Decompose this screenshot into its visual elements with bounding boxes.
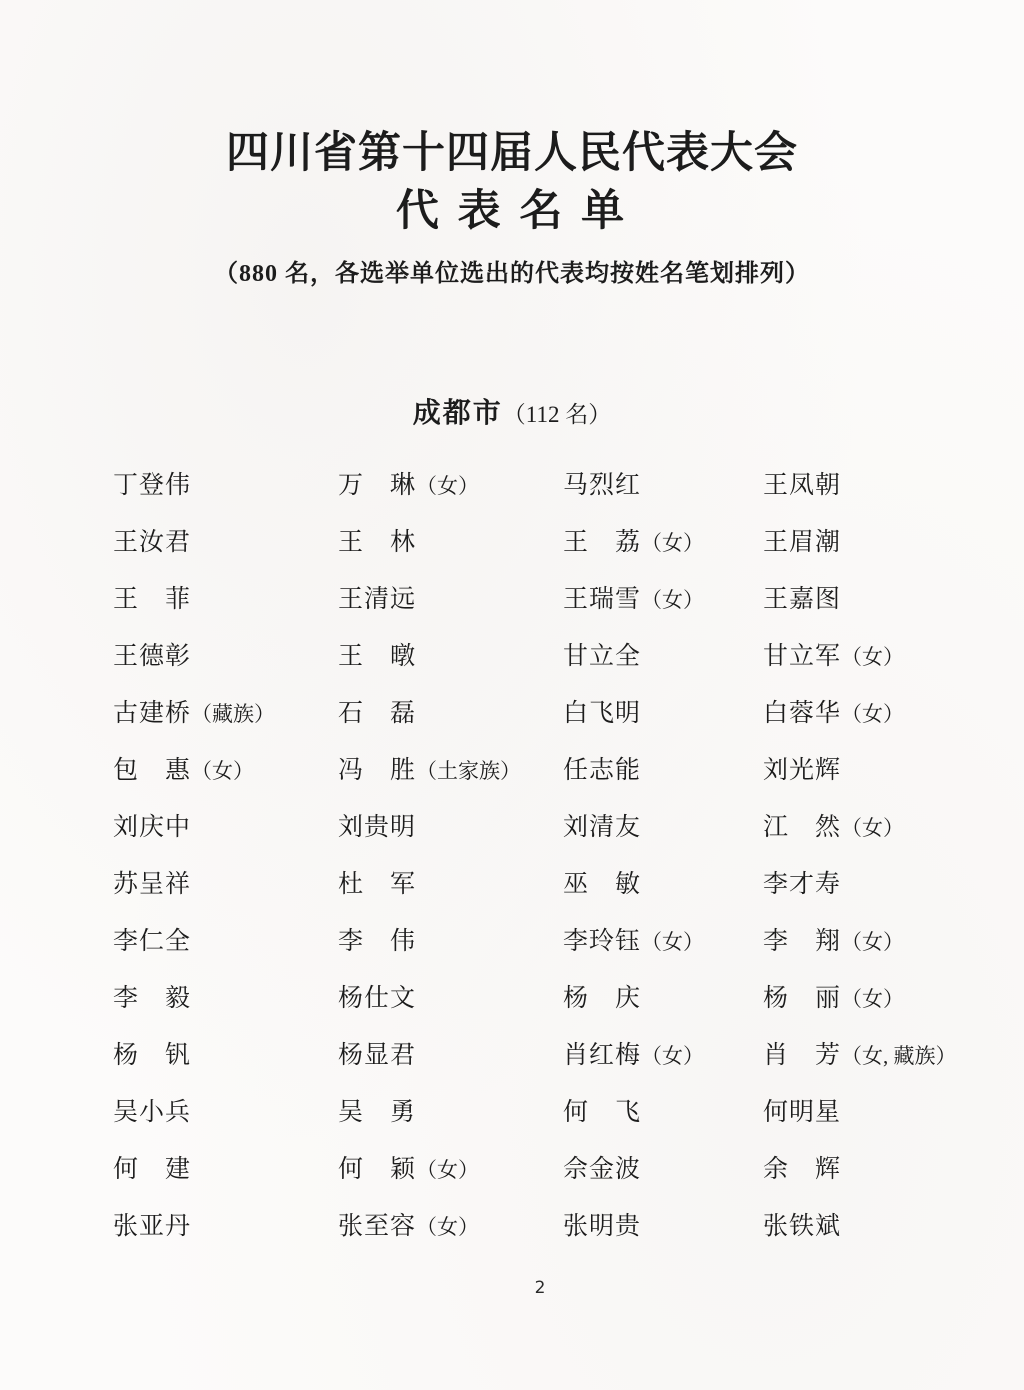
- delegate-name: 余 辉: [763, 1156, 842, 1184]
- delegate-note: （女）: [641, 930, 705, 955]
- delegate-name: 王 荔: [563, 529, 642, 557]
- delegate-entry: [563, 571, 763, 628]
- delegate-name: 甘立全: [563, 643, 642, 671]
- delegate-entry: [113, 1084, 338, 1141]
- delegate-entry: [763, 742, 985, 799]
- section-city-name: 成都市: [412, 398, 503, 430]
- delegate-name: 张亚丹: [113, 1213, 192, 1241]
- delegate-name: 任志能: [563, 757, 642, 785]
- delegate-entry: [763, 571, 985, 628]
- delegate-name: 肖红梅: [563, 1042, 642, 1070]
- delegate-name: 张至容: [338, 1213, 417, 1241]
- delegate-entry: [563, 1198, 763, 1255]
- delegate-note: （女）: [191, 759, 255, 784]
- delegate-entry: [338, 1141, 563, 1198]
- delegate-name: 王瑞雪: [563, 586, 642, 614]
- delegate-entry: [113, 571, 338, 628]
- delegate-name: 杨仕文: [338, 985, 417, 1013]
- delegate-name: 李 伟: [338, 928, 417, 956]
- delegate-name: 刘清友: [563, 814, 642, 842]
- delegate-entry: [563, 457, 763, 514]
- delegate-name: 何 飞: [563, 1099, 642, 1127]
- section-header: [0, 391, 1024, 431]
- delegate-name: 石 磊: [338, 700, 417, 728]
- delegate-entry: [113, 514, 338, 571]
- delegate-note: （女）: [416, 474, 480, 499]
- delegate-grid: [113, 457, 1024, 1255]
- document-title-line2: 代 表 名 单: [395, 187, 629, 235]
- delegate-name: 甘立军: [763, 643, 842, 671]
- delegate-entry: [763, 514, 985, 571]
- delegate-name: 王眉潮: [763, 529, 842, 557]
- delegate-entry: [338, 970, 563, 1027]
- delegate-note: （藏族）: [191, 702, 276, 727]
- document-title-line1: 四川省第十四届人民代表大会: [226, 130, 798, 177]
- delegate-name: 王 林: [338, 529, 417, 557]
- delegate-name: 杨 丽: [763, 985, 842, 1013]
- document-subtitle: （880 名，各选举单位选出的代表均按姓名笔划排列）: [214, 261, 810, 288]
- delegate-name: 李仁全: [113, 928, 192, 956]
- delegate-entry: [763, 799, 985, 856]
- delegate-name: 马烈红: [563, 472, 642, 500]
- delegate-name: 江 然: [763, 814, 842, 842]
- delegate-entry: [113, 1198, 338, 1255]
- delegate-note: （土家族）: [416, 759, 522, 784]
- delegate-entry: [563, 685, 763, 742]
- delegate-name: 巫 敏: [563, 871, 642, 899]
- delegate-name: 刘庆中: [113, 814, 192, 842]
- delegate-name: 李 翔: [763, 928, 842, 956]
- delegate-name: 佘金波: [563, 1156, 642, 1184]
- delegate-entry: [338, 514, 563, 571]
- delegate-entry: [113, 1141, 338, 1198]
- delegate-entry: [338, 628, 563, 685]
- delegate-name: 刘光辉: [763, 757, 842, 785]
- delegate-name: 王 暾: [338, 643, 417, 671]
- delegate-entry: [763, 970, 985, 1027]
- delegate-name: 丁登伟: [113, 472, 192, 500]
- delegate-entry: [338, 1084, 563, 1141]
- delegate-name: 刘贵明: [338, 814, 417, 842]
- delegate-name: 李 毅: [113, 985, 192, 1013]
- delegate-name: 肖 芳: [763, 1042, 842, 1070]
- delegate-note: （女）: [841, 645, 905, 670]
- delegate-entry: [563, 1027, 763, 1084]
- delegate-entry: [113, 628, 338, 685]
- delegate-name: 冯 胜: [338, 757, 417, 785]
- delegate-entry: [763, 1198, 985, 1255]
- delegate-note: （女）: [841, 816, 905, 841]
- delegate-name: 张铁斌: [763, 1213, 842, 1241]
- page-number: 2: [534, 1278, 546, 1298]
- delegate-entry: [338, 1198, 563, 1255]
- delegate-entry: [113, 856, 338, 913]
- delegate-name: 王嘉图: [763, 586, 842, 614]
- delegate-name: 王德彰: [113, 643, 192, 671]
- delegate-name: 苏呈祥: [113, 871, 192, 899]
- delegate-entry: [763, 457, 985, 514]
- delegate-entry: [563, 970, 763, 1027]
- delegate-entry: [113, 970, 338, 1027]
- section-delegate-count: （112 名）: [502, 402, 612, 428]
- delegate-entry: [763, 685, 985, 742]
- delegate-note: （女, 藏族）: [841, 1044, 957, 1069]
- delegate-entry: [113, 685, 338, 742]
- delegate-name: 张明贵: [563, 1213, 642, 1241]
- delegate-name: 李才寿: [763, 871, 842, 899]
- delegate-entry: [563, 1084, 763, 1141]
- delegate-entry: [763, 628, 985, 685]
- delegate-entry: [338, 799, 563, 856]
- delegate-note: （女）: [641, 588, 705, 613]
- delegate-entry: [763, 856, 985, 913]
- delegate-entry: [763, 1084, 985, 1141]
- delegate-note: （女）: [641, 531, 705, 556]
- delegate-entry: [563, 514, 763, 571]
- delegate-name: 何明星: [763, 1099, 842, 1127]
- delegate-entry: [763, 1027, 985, 1084]
- delegate-name: 王 菲: [113, 586, 192, 614]
- delegate-name: 王清远: [338, 586, 417, 614]
- delegate-entry: [563, 799, 763, 856]
- delegate-note: （女）: [841, 930, 905, 955]
- delegate-name: 杨 庆: [563, 985, 642, 1013]
- delegate-entry: [338, 742, 563, 799]
- delegate-name: 何 颖: [338, 1156, 417, 1184]
- delegate-note: （女）: [641, 1044, 705, 1069]
- delegate-name: 白飞明: [563, 700, 642, 728]
- delegate-entry: [113, 457, 338, 514]
- delegate-entry: [563, 1141, 763, 1198]
- delegate-entry: [113, 799, 338, 856]
- delegate-entry: [338, 913, 563, 970]
- delegate-name: 白蓉华: [763, 700, 842, 728]
- delegate-note: （女）: [416, 1215, 480, 1240]
- delegate-name: 杨显君: [338, 1042, 417, 1070]
- delegate-entry: [338, 571, 563, 628]
- delegate-name: 包 惠: [113, 757, 192, 785]
- delegate-note: （女）: [416, 1158, 480, 1183]
- delegate-entry: [338, 1027, 563, 1084]
- delegate-entry: [338, 856, 563, 913]
- delegate-entry: [113, 742, 338, 799]
- delegate-entry: [563, 856, 763, 913]
- delegate-note: （女）: [841, 987, 905, 1012]
- delegate-name: 何 建: [113, 1156, 192, 1184]
- delegate-note: （女）: [841, 702, 905, 727]
- delegate-entry: [563, 628, 763, 685]
- delegate-entry: [113, 1027, 338, 1084]
- delegate-entry: [763, 1141, 985, 1198]
- delegate-name: 王凤朝: [763, 472, 842, 500]
- delegate-entry: [338, 685, 563, 742]
- delegate-name: 吴小兵: [113, 1099, 192, 1127]
- delegate-name: 王汝君: [113, 529, 192, 557]
- delegate-name: 万 琳: [338, 472, 417, 500]
- delegate-name: 杨 钒: [113, 1042, 192, 1070]
- delegate-entry: [338, 457, 563, 514]
- delegate-name: 吴 勇: [338, 1099, 417, 1127]
- delegate-entry: [563, 742, 763, 799]
- delegate-name: 李玲钰: [563, 928, 642, 956]
- delegate-name: 古建桥: [113, 700, 192, 728]
- delegate-entry: [563, 913, 763, 970]
- delegate-entry: [113, 913, 338, 970]
- delegate-entry: [763, 913, 985, 970]
- delegate-name: 杜 军: [338, 871, 417, 899]
